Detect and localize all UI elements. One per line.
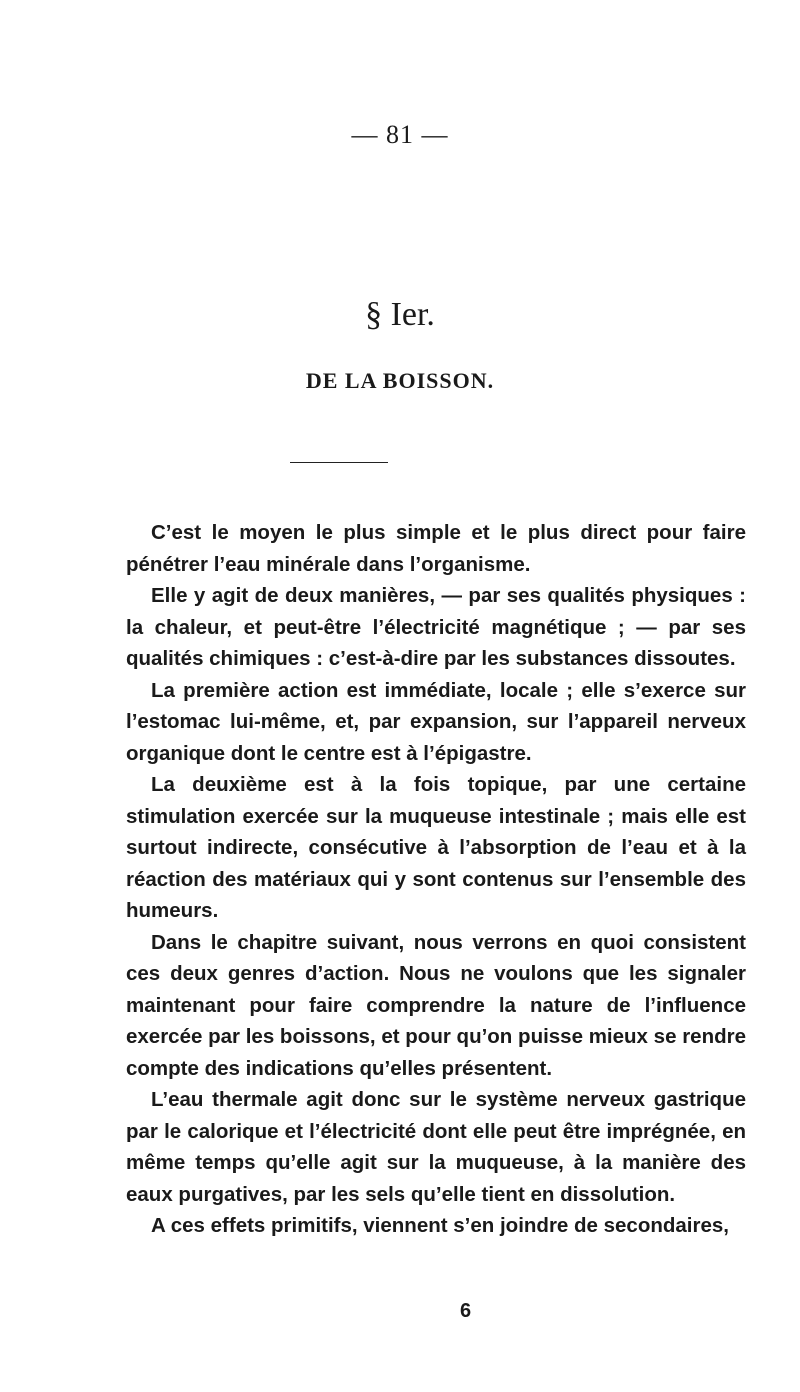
paragraph: L’eau thermale agit donc sur le système nerveux gastrique par le calorique et l’électricité dont elle peut être imprégnée, en même temps qu’elle agit sur la muqueuse, à la manière des eaux purgatives, par les sels qu’elle tient en dissolution.	[126, 1088, 746, 1206]
section-title: DE LA BOISSON.	[305, 368, 495, 393]
title-rule	[290, 462, 388, 463]
paragraph: Dans le chapitre suivant, nous verrons en quoi consistent ces deux genres d’action. Nous ne voulons que les signaler maintenant pour faire comprendre la nature de l’influence exercée par les boissons, et pour qu’on puisse mieux se rendre compte des indications qu’elles présentent.	[126, 930, 746, 1080]
paragraph: La deuxième est à la fois topique, par une certaine stimulation exercée sur la muqueuse intestinale ; mais elle est surtout indirecte, consécutive à l’absorption de l’eau et à la réaction des matériaux qui y sont contenus sur l’ensemble des humeurs.	[126, 773, 746, 922]
body-text	[126, 517, 746, 1242]
section-mark: § Ier.	[365, 296, 435, 333]
paragraph: La première action est immédiate, locale ; elle s’exerce sur l’estomac lui-même, et, par expansion, sur l’appareil nerveux organique dont le centre est à l’épigastre.	[126, 678, 746, 765]
signature-mark: 6	[460, 1300, 472, 1322]
paragraph: Elle y agit de deux manières, — par ses qualités physiques : la chaleur, et peut-être l’électricité magnétique ; — par ses qualités chimiques : c’est-à-dire par les substances dissoutes.	[126, 584, 746, 670]
paragraph: A ces effets primitifs, viennent s’en joindre de secondaires,	[151, 1214, 729, 1237]
paragraph: C’est le moyen le plus simple et le plus direct pour faire pénétrer l’eau minérale dans l’organisme.	[126, 521, 746, 576]
page-number: — 81 —	[351, 120, 449, 149]
